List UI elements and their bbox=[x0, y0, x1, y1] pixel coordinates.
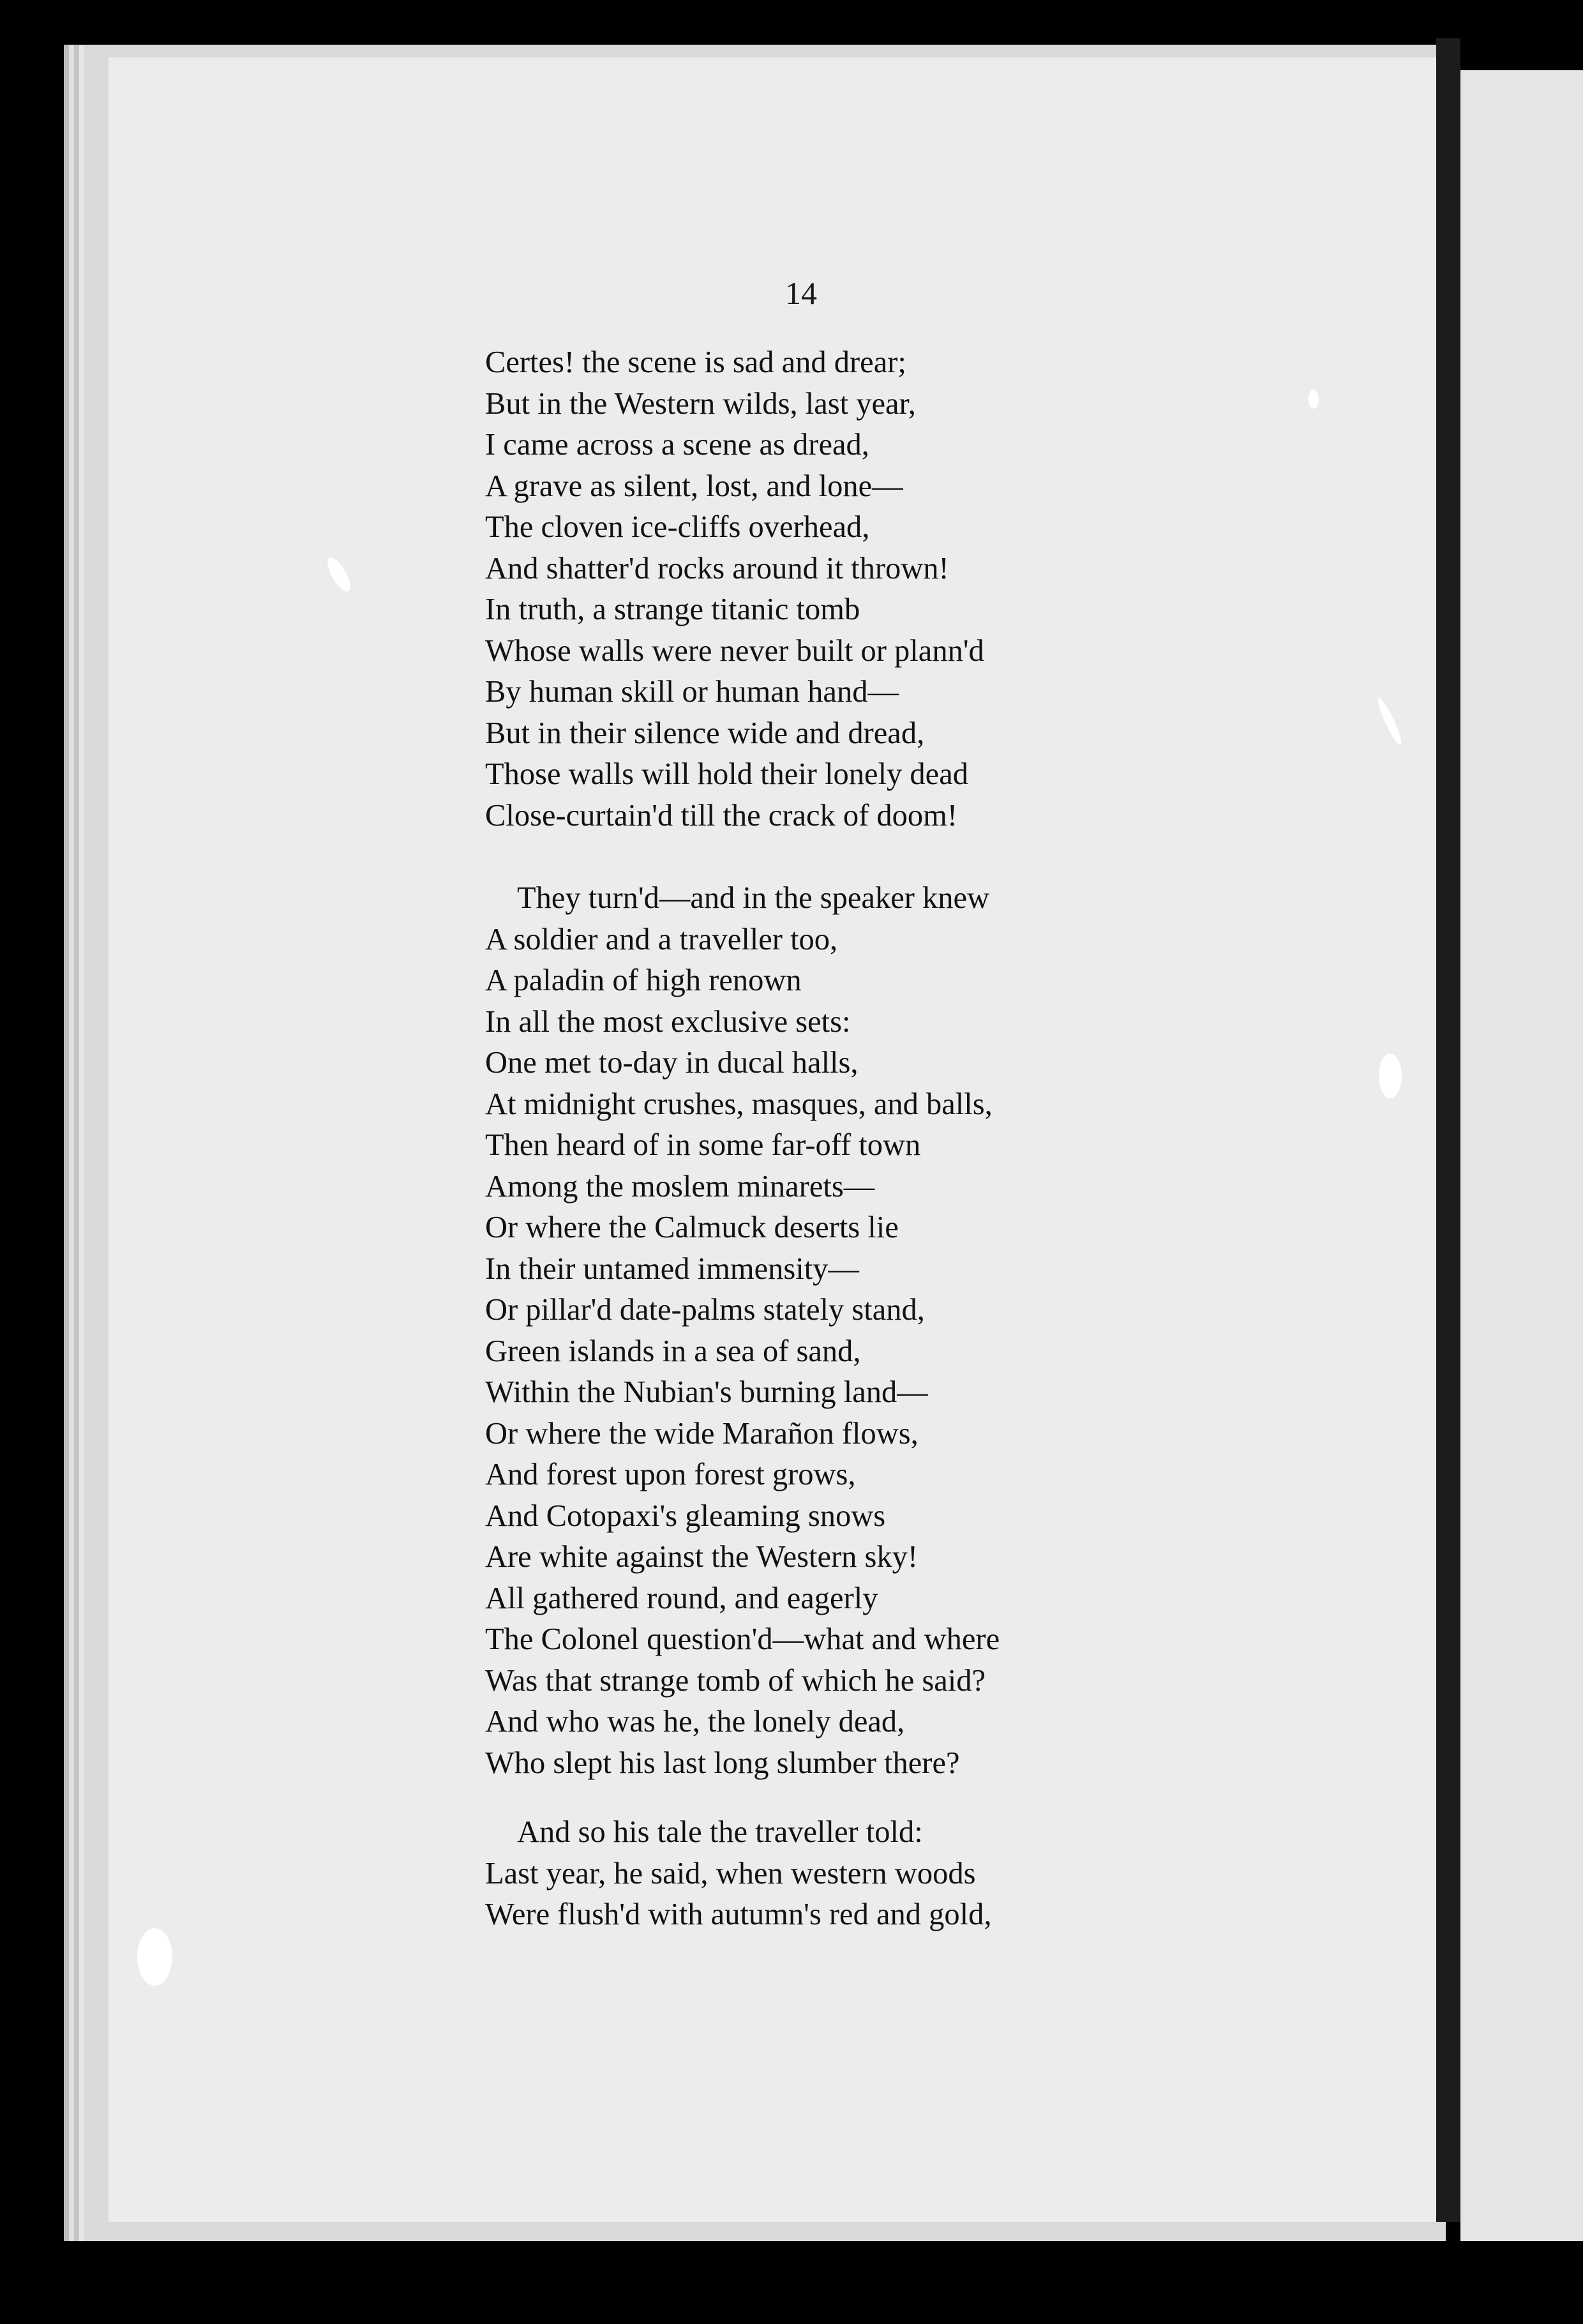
poem-line: Close-curtain'd till the crack of doom! bbox=[485, 798, 958, 833]
poem-line: All gathered round, and eagerly bbox=[485, 1581, 878, 1615]
poem-line: A paladin of high renown bbox=[485, 963, 802, 997]
poem-line: And forest upon forest grows, bbox=[485, 1458, 856, 1491]
facing-page-edge bbox=[1460, 70, 1583, 2241]
poem-line: But in their silence wide and dread, bbox=[485, 716, 925, 750]
poem-line: Who slept his last long slumber there? bbox=[485, 1746, 960, 1780]
poem-line: Was that strange tomb of which he said? bbox=[485, 1663, 986, 1698]
poem-line: At midnight crushes, masques, and balls, bbox=[485, 1087, 993, 1121]
poem-line: In their untamed immensity— bbox=[485, 1251, 859, 1286]
poem-line: In truth, a strange titanic tomb bbox=[485, 592, 860, 626]
poem-line: Those walls will hold their lonely dead bbox=[485, 757, 968, 791]
stanza bbox=[485, 342, 1379, 836]
scan-speck bbox=[137, 1928, 172, 1986]
poem-line: Among the moslem minarets— bbox=[485, 1169, 875, 1204]
poem-line: A grave as silent, lost, and lone— bbox=[485, 469, 903, 503]
poem-line: Last year, he said, when western woods bbox=[485, 1856, 976, 1890]
poem-line: A soldier and a traveller too, bbox=[485, 922, 838, 956]
poem-line: The cloven ice-cliffs overhead, bbox=[485, 510, 870, 544]
poem-line: Certes! the scene is sad and drear; bbox=[485, 345, 906, 379]
poem-line: I came across a scene as dread, bbox=[485, 428, 869, 462]
poem-line: Green islands in a sea of sand, bbox=[485, 1334, 861, 1368]
poem-line: Or where the wide Marañon flows, bbox=[485, 1416, 919, 1451]
poem-line: Were flush'd with autumn's red and gold, bbox=[485, 1898, 992, 1931]
poem-line: But in the Western wilds, last year, bbox=[485, 386, 916, 421]
stanza bbox=[485, 878, 1379, 1784]
poem-line: Are white against the Western sky! bbox=[485, 1540, 919, 1574]
poem-text bbox=[485, 342, 1379, 1936]
poem-line: And so his tale the traveller told: bbox=[517, 1815, 923, 1849]
page-number: 14 bbox=[785, 275, 817, 311]
poem-line: Whose walls were never built or plann'd bbox=[485, 633, 984, 668]
poem-line: And Cotopaxi's gleaming snows bbox=[485, 1498, 886, 1533]
poem-line: In all the most exclusive sets: bbox=[485, 1004, 851, 1039]
poem-line: Then heard of in some far-off town bbox=[485, 1128, 921, 1162]
poem-line: The Colonel question'd—what and where bbox=[485, 1622, 1000, 1656]
poem-line: They turn'd—and in the speaker knew bbox=[517, 881, 990, 915]
book-gutter bbox=[1436, 38, 1460, 2222]
poem-line: And who was he, the lonely dead, bbox=[485, 1705, 905, 1739]
poem-line: One met to-day in ducal halls, bbox=[485, 1046, 859, 1080]
stanza bbox=[485, 1812, 1379, 1936]
poem-line: Or where the Calmuck deserts lie bbox=[485, 1211, 899, 1244]
poem-line: Within the Nubian's burning land— bbox=[485, 1375, 928, 1409]
poem-line: Or pillar'd date-palms stately stand, bbox=[485, 1293, 925, 1327]
poem-line: And shatter'd rocks around it thrown! bbox=[485, 551, 949, 585]
poem-line: By human skill or human hand— bbox=[485, 675, 899, 709]
scan-speck bbox=[1379, 1053, 1402, 1098]
